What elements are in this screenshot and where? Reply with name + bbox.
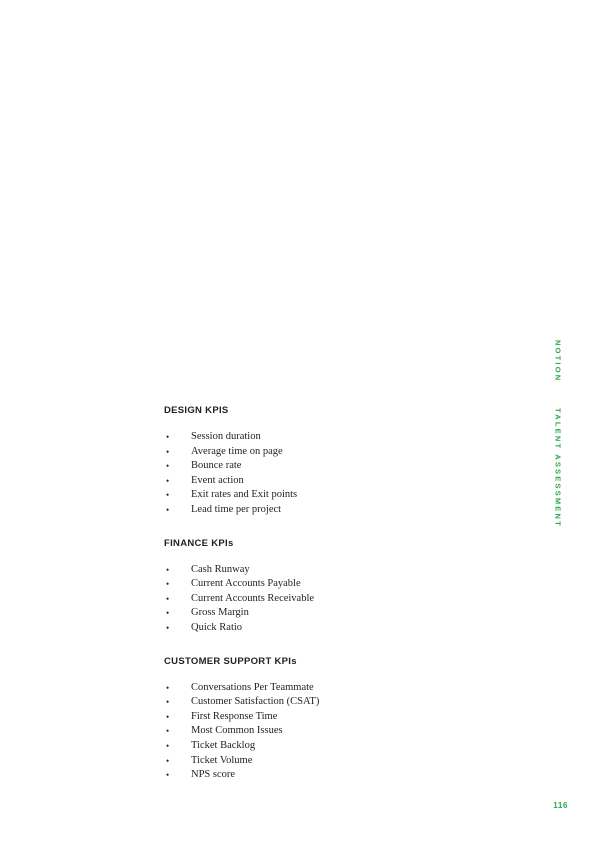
- list-item-label: Cash Runway: [191, 563, 250, 575]
- list-item: [140, 577, 470, 592]
- bullet-icon: •: [166, 579, 170, 590]
- list-item-label: Current Accounts Receivable: [191, 592, 315, 604]
- kpi-list-customer-support: [140, 681, 470, 783]
- list-item-label: Conversations Per Teammate: [191, 681, 314, 693]
- list-item: [140, 710, 470, 725]
- bullet-icon: •: [166, 475, 170, 486]
- list-item-label: Ticket Volume: [191, 754, 253, 766]
- section-heading-finance: FINANCE KPIs: [164, 537, 234, 549]
- list-item-label: Event action: [191, 474, 244, 486]
- side-label-talent-assessment: TALENT ASSESSMENT: [553, 408, 563, 529]
- list-item-label: Customer Satisfaction (CSAT): [191, 696, 320, 708]
- list-item: [140, 445, 470, 460]
- bullet-icon: •: [166, 711, 170, 722]
- bullet-icon: •: [166, 564, 170, 575]
- list-item: [140, 724, 470, 739]
- list-item-label: Exit rates and Exit points: [191, 489, 298, 501]
- bullet-icon: •: [166, 770, 170, 781]
- list-item-label: Gross Margin: [191, 607, 249, 619]
- list-item-label: Session duration: [191, 431, 261, 442]
- list-item: [140, 503, 470, 518]
- bullet-icon: •: [166, 697, 170, 708]
- section-customer-support-kpis: [140, 656, 470, 783]
- bullet-icon: •: [166, 682, 170, 693]
- list-item-label: First Response Time: [191, 710, 278, 722]
- list-item: [140, 621, 470, 636]
- bullet-icon: •: [166, 593, 170, 604]
- page-number: 116: [553, 801, 568, 810]
- list-item-label: Quick Ratio: [191, 621, 243, 633]
- list-item: [140, 606, 470, 621]
- section-heading-customer-support: CUSTOMER SUPPORT KPIs: [164, 655, 297, 667]
- list-item: [140, 768, 470, 783]
- side-label-group: [548, 340, 568, 528]
- side-label-notion: NOTION: [553, 340, 563, 383]
- list-item: [140, 459, 470, 474]
- bullet-icon: •: [166, 504, 170, 515]
- list-item: [140, 563, 470, 578]
- list-item: [140, 754, 470, 769]
- list-item-label: Bounce rate: [191, 460, 242, 472]
- list-item: [140, 681, 470, 696]
- bullet-icon: •: [166, 461, 170, 472]
- bullet-icon: •: [166, 446, 170, 457]
- section-finance-kpis: [140, 538, 470, 636]
- list-item-label: Current Accounts Payable: [191, 578, 301, 590]
- page-content: [140, 405, 470, 797]
- list-item: [140, 488, 470, 503]
- bullet-icon: •: [166, 608, 170, 619]
- list-item: [140, 474, 470, 489]
- kpi-list-finance: [140, 563, 470, 636]
- bullet-icon: •: [166, 740, 170, 751]
- bullet-icon: •: [166, 490, 170, 501]
- list-item-label: NPS score: [191, 769, 236, 781]
- list-item: [140, 739, 470, 754]
- list-item: [140, 592, 470, 607]
- list-item-label: Most Common Issues: [191, 725, 283, 737]
- section-design-kpis: [140, 405, 470, 518]
- list-item-label: Average time on page: [191, 445, 283, 457]
- list-item-label: Lead time per project: [191, 503, 282, 515]
- list-item-label: Ticket Backlog: [191, 739, 256, 751]
- section-heading-design: DESIGN KPIS: [164, 405, 229, 416]
- bullet-icon: •: [166, 755, 170, 766]
- bullet-icon: •: [166, 432, 170, 442]
- list-item: [140, 430, 470, 445]
- kpi-list-design: [140, 430, 470, 518]
- list-item: [140, 695, 470, 710]
- bullet-icon: •: [166, 622, 170, 633]
- bullet-icon: •: [166, 726, 170, 737]
